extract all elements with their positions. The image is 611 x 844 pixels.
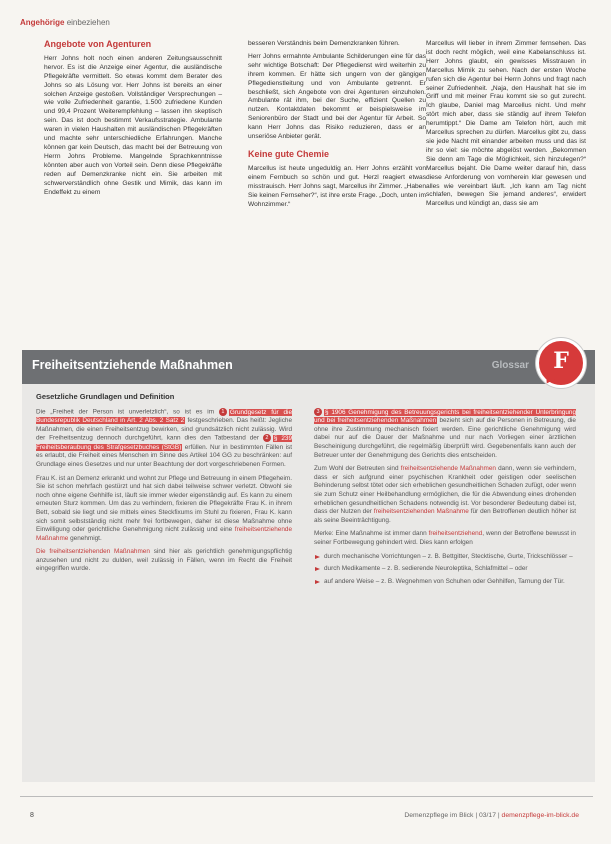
glossary-paragraph: Zum Wohl der Betreuten sind freiheitsentziehende Maßnahmen dann, wenn sie verhindern, dass er sich aufgrund einer psychischen Krankheit oder geistigen oder seelischen Behinderung selbst tötet oder sich erheblichen gesundheitlichen Schaden zufügt, oder wenn sie zum Schutz einer Heilbehandlung ermöglichen, die für die Abwendung eines drohenden erheblichen gesundheitlichen Schadens notwendig ist. Vor besonderer Bedeutung dabei ist, dass der Nutzen der freiheitsentziehenden Maßnahme für den Betroffenen deutlich höher ist als seine Beeinträchtigung. (314, 465, 577, 524)
reference-number-icon: 1 (219, 408, 227, 416)
article-column-3 (426, 40, 586, 213)
highlight-stgb: § 239 Freiheitsberaubung des Strafgesetzbuches (StGB) (36, 435, 292, 451)
footer-divider (20, 796, 593, 797)
glossary-paragraph: Die freiheitsentziehenden Maßnahmen sind hier als gerichtlich genehmigungspflichtig anzusehen und nicht zu dulden, weil zulässig in Fällen, wenn im Recht die Freiheit eingegriffen wurde. (36, 548, 292, 573)
paragraph: Herr Johns ermahnte Ambulante Schilderungen eine für das sehr wichtige Botschaft: Der Pflegedienst wird weiterhin zu ihrem kommen. Er hätte sich ungern von der gängigen Pflegedienstleitung und von Ambulante getrennt. Er beschließt, sich Angebote von drei Agenturen einzuholen. Ambulante rät ihm, bei der Suche, effizient Quellen zu nutzen. Kontaktdaten bekommt er beispielsweise im Seniorenbüro der Stadt und bei der Agentur für Arbeit. So kann Herr Johns das Risiko reduzieren, dass er an unseriöse Anbieter gerät. (248, 52, 426, 141)
heading-chemie: Keine gute Chemie (248, 148, 330, 159)
glossary-subheading: Gesetzliche Grundlagen und Definition (36, 392, 175, 401)
page-number: 8 (30, 812, 34, 819)
footer-magazine: Demenzpflege im Blick | 03/17 | demenzpflege-im-blick.de (404, 812, 579, 819)
heading-angebote: Angebote von Agenturen (44, 39, 152, 49)
article-column-1 (44, 40, 222, 201)
section-tag: Angehörige einbeziehen (20, 18, 110, 27)
glossary-paragraph: Merke: Eine Maßnahme ist immer dann freiheitsentziehend, wenn der Betroffene bewusst in seiner Fortbewegung gehindert wird. Dies kann erfolgen (314, 530, 576, 546)
paragraph: Marcellus will lieber in ihrem Zimmer fernsehen. Das ist doch recht möglich, weil eine Kabelanschluss ist. Herr Johns glaubt, ein gewisses Misstrauen in Marcellus Mimik zu sehen. Nach der ersten Woche rufen sich die Agentur bei Herrn Johns und fragt nach seiner Zufriedenheit. „Naja, den Haushalt hat sie im Griff und mit meiner Frau kommt sie so gut zurecht. Ich glaube, Daniel mag Marcellus nicht. Und mehr stört mich aber, dass sie ständig auf ihrem Telefon herumtippt.“ Die Dame am Telefon hört, auch mit Marcellus sprechen zu dürfen. Marcellus gibt zu, dass sie jede Nacht mit einander arbeiten muss und das ist ihr so viel: sie möchte abgelöst werden. „Bekommen Sie denn am Tage die Möglichkeit, sich hinzulegen?“ Marcellus bejaht. Die Dame weiter darauf hin, dass diese Anforderung von vornherein klar gewesen und alles wie vereinbart läuft. „Ich kann am Tag nicht schlafen, bewegen Sie jemand anderes“, erwidert Marcellus und kündigt an, dass sie am (426, 40, 586, 208)
glossary-label: Glossar (491, 360, 529, 371)
footer-url: demenzpflege-im-blick.de (501, 812, 579, 819)
glossary-paragraph: 3 § 1906 Genehmigung des Betreuungsgerichts bei freiheitsentziehender Unterbringung und bei freiheitsentziehenden Maßnahmen bezieht sich auf die Personen in Betreuung, die ohne ihre Zustimmung mechanisch fixiert werden. Eine gerichtliche Genehmigung wird dabei nur auf die Dauer der Maßnahme und nur nach Vorliegen einer ärztlichen Bescheinigung durchgeführt, die regelmäßig überprüft wird. Gegebenenfalls kann auch der Betreuer unter der Genehmigung des Gerichts dies entscheiden. (314, 408, 576, 459)
article-column-2 (248, 40, 426, 213)
glossary-header (22, 350, 595, 384)
glossary-box (22, 350, 595, 782)
paragraph: Marcellus ist heute ungeduldig an. Herr Johns erzählt von einem Fernbuch so schön und gut. Herzl reagiert etwas misstrauisch. Herr Johns sagt, Marcellus ihr Zimmer. „Haben Sie keinen Fernseher?“, ist ihre erste Frage. „Doch, unten im Wohnzimmer.“ (248, 164, 426, 208)
glossary-paragraph: Frau K. ist an Demenz erkrankt und wohnt zur Pflege und Betreuung in einem Pflegeheim. Sie ist schon mehrfach gestürzt und hat sich dabei teilweise schwer verletzt. Obwohl sie noch ohne eigene Gehhilfe ist, läuft sie immer wieder eigenständig auf. Es kann zu einem erneuten Sturz kommen. Um das zu verhindern, fixieren die Pflegekräfte Frau K. in ihrem Bett, sobald sie liegt und sie mittels eines Steckfixums im Stuhl zu fixieren, Frau K. kann sich somit selbstständig nicht mehr frei fortbewegen, daher ist diese Maßnahme ohne Einwilligung oder gerichtliche Genehmigung nicht zulässig und eine freiheitsentziehende Maßnahme genehmigt. (36, 474, 292, 542)
glossary-paragraph: Die „Freiheit der Person ist unverletzlich“, so ist es im 1 Grundgesetz für die Bundesrepublik Deutschland in Art. 2 Abs. 2 Satz 2 festgeschrieben. Das heißt: Jegliche Maßnahmen, die einen Freiheitsentzug bewirken, sind grundsätzlich nicht zulässig. Wird der Freiheitsentzug dennoch durchgeführt, kann dies den Tatbestand der 2 § 239 Freiheitsberaubung des Strafgesetzbuches (StGB) erfüllen. Nur in bestimmten Fällen ist es erlaubt, die Freiheit eines Menschen im Sinne des Artikel 104 GG zu beschränken: auf Grundlage eines Gesetzes und nur unter Beachtung der dort vorgeschriebenen Formen. (36, 408, 293, 468)
glossary-title: Freiheitsentziehende Maßnahmen (32, 358, 233, 372)
list-item: auf andere Weise – z. B. Wegnehmen von Schuhen oder Gehhilfen, Tarnung der Tür. (314, 578, 576, 587)
highlight-grundgesetz: Grundgesetz für die Bundesrepublik Deutschland in Art. 2 Abs. 2 Satz 2 (36, 408, 292, 425)
highlight-bgb: § 1906 Genehmigung des Betreuungsgerichts bei freiheitsentziehender Unterbringung und bei freiheitsentziehenden Maßnahmen (314, 408, 576, 425)
glossary-letter-badge-icon: F (536, 338, 586, 388)
reference-number-icon: 2 (263, 434, 271, 442)
paragraph: Herr Johns holt noch einen anderen Zeitungsausschnitt hervor. Es ist die Anzeige einer Agentur, die ausländische Pflegekräfte vermittelt. So etwas kommt dem Berater des Johns so als Lösung vor. Herr Johns ist bereits an einer solchen Anzeige gestoßen. Vollständiger Versprechungen – wie volle Zufriedenheit garantie, 1.500 zufriedene Kunden und 99,4 Prozent Weiterempfehlung – lassen ihn skeptisch sein. Das ist doch bestimmt Verkaufsstrategie. Ambulante waren in vielen Haushalten mit ausländischen Pflegekräften und machte sehr unterschiedliche Erfahrungen. Manche können gar kein Deutsch, das macht bei der Betreuung von Herrn Johns Probleme. Mangelnde Sprachkenntnisse könnten aber auch von Vorteil sein. Denn diese Pflegekräfte reden auf Demenzkranke nicht ein. Sie arbeiten mit schwerverständlich ohne Gestik und Mimik, das kann im Endeffekt zu einem (44, 54, 222, 196)
list-item: durch mechanische Vorrichtungen – z. B. Bettgitter, Stecktische, Gurte, Trickschlösser – (314, 553, 576, 562)
glossary-column-left (36, 408, 292, 579)
list-item: durch Medikamente – z. B. sedierende Neuroleptika, Schlafmittel – oder (314, 565, 576, 574)
paragraph: besseren Verständnis beim Demenzkranken führen. (248, 40, 400, 47)
measures-list (314, 553, 576, 587)
reference-number-icon: 3 (314, 408, 322, 416)
glossary-column-right (314, 408, 576, 590)
